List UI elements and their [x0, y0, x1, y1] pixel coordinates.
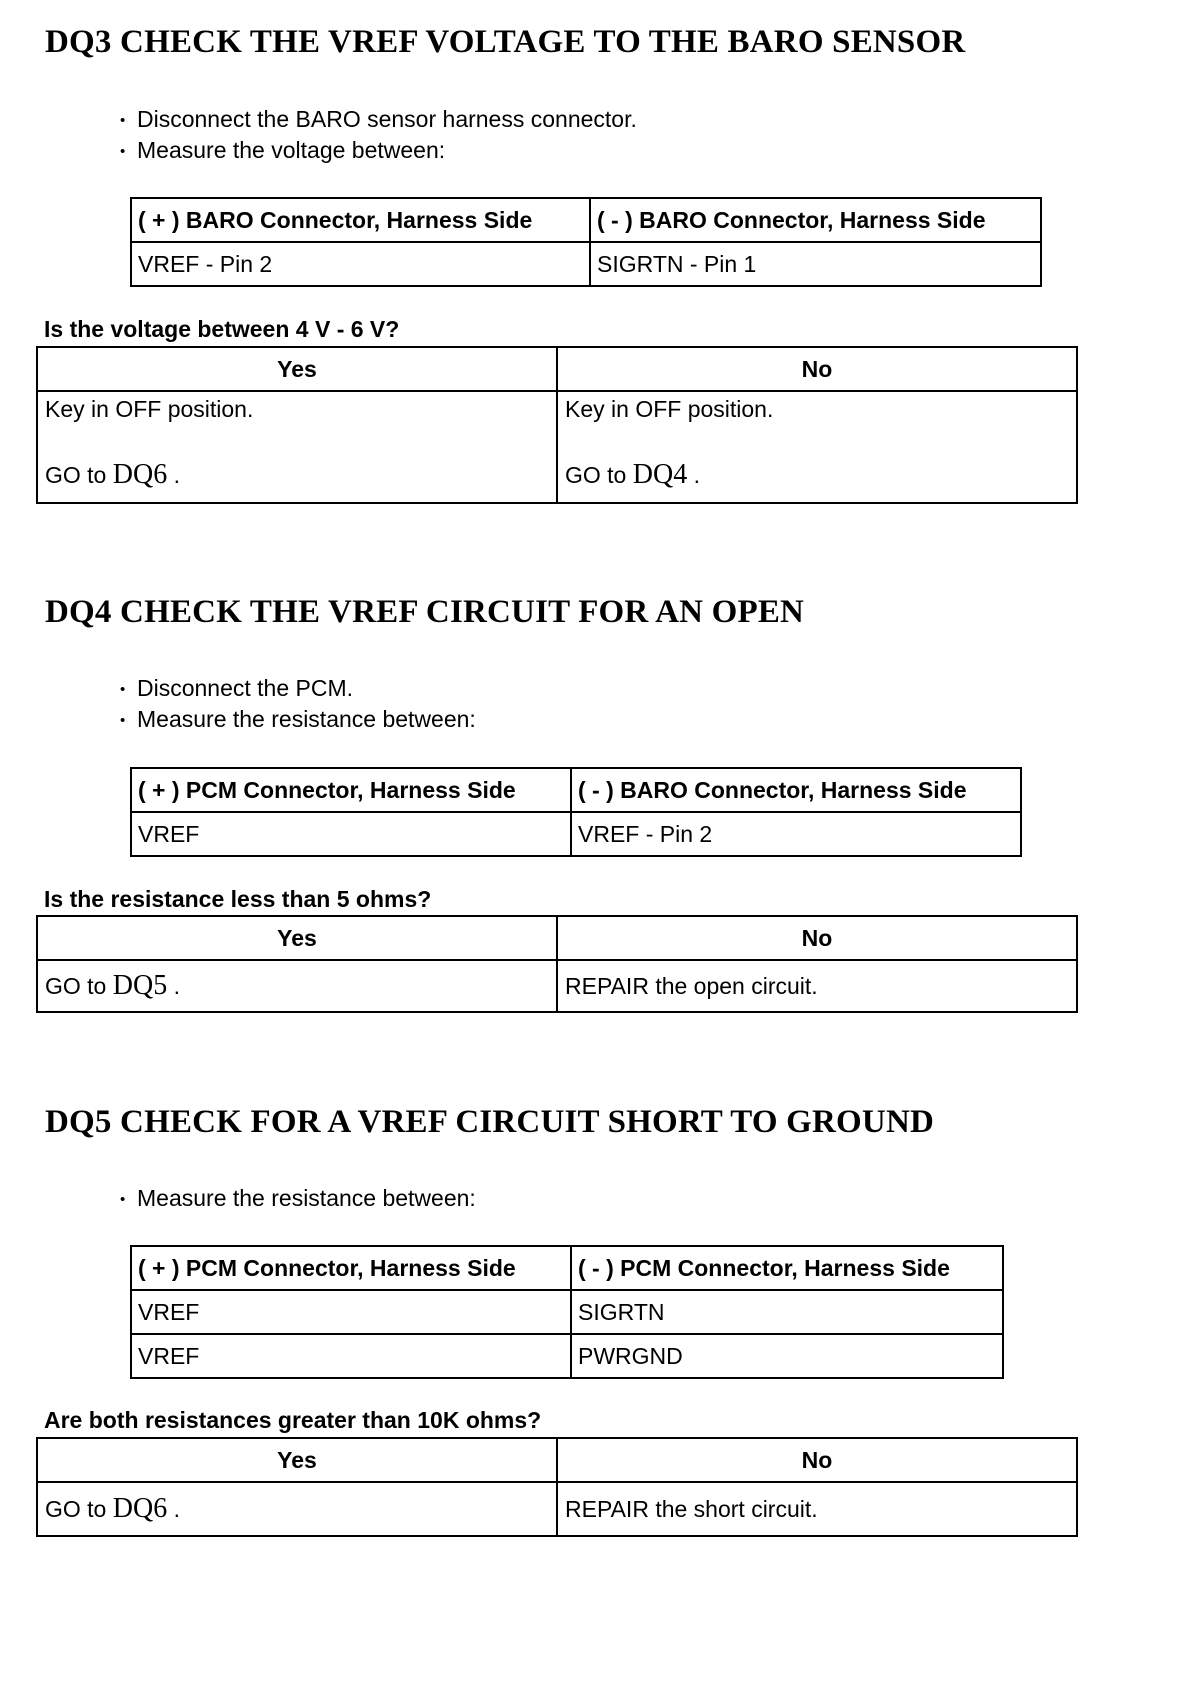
- negative-lead-cell: SIGRTN - Pin 1: [590, 242, 1041, 286]
- negative-lead-cell: SIGRTN: [571, 1290, 1003, 1334]
- dq3-question: Is the voltage between 4 V - 6 V?: [44, 316, 400, 342]
- yes-go-to[interactable]: GO to DQ6 .: [45, 1493, 180, 1524]
- table-row: [131, 1290, 1003, 1334]
- table-header-row: [131, 198, 1041, 242]
- no-action-cell: REPAIR the open circuit.: [557, 960, 1077, 1012]
- negative-lead-header: ( - ) BARO Connector, Harness Side: [571, 768, 1021, 812]
- dq3-step: • Disconnect the BARO sensor harness connector.: [120, 104, 637, 135]
- table-row: [131, 812, 1021, 856]
- dq3-measurement-table: [130, 197, 1042, 287]
- no-header: No: [557, 347, 1077, 391]
- dq4-step: • Disconnect the PCM.: [120, 673, 476, 704]
- table-row: [131, 1334, 1003, 1378]
- no-step-text: Key in OFF position.: [565, 396, 774, 422]
- positive-lead-header: ( + ) BARO Connector, Harness Side: [131, 198, 590, 242]
- table-header-row: [37, 916, 1077, 960]
- positive-lead-cell: VREF: [131, 1334, 571, 1378]
- no-action-cell: REPAIR the short circuit.: [557, 1482, 1077, 1536]
- negative-lead-header: ( - ) BARO Connector, Harness Side: [590, 198, 1041, 242]
- table-row: [37, 960, 1077, 1012]
- dq5-step: • Measure the resistance between:: [120, 1183, 476, 1214]
- dq5-question: Are both resistances greater than 10K ohms?: [44, 1407, 542, 1433]
- yes-header: Yes: [37, 916, 557, 960]
- go-to-label: GO to: [45, 1496, 107, 1522]
- dq6-link[interactable]: DQ6: [112, 459, 168, 490]
- dq3-title: DQ3 CHECK THE VREF VOLTAGE TO THE BARO SENSOR: [45, 24, 966, 60]
- positive-lead-header: ( + ) PCM Connector, Harness Side: [131, 768, 571, 812]
- dq3-answer-table: [36, 346, 1078, 504]
- table-header-row: [37, 347, 1077, 391]
- negative-lead-cell: VREF - Pin 2: [571, 812, 1021, 856]
- table-row: [37, 1482, 1077, 1536]
- dq4-question: Is the resistance less than 5 ohms?: [44, 886, 432, 912]
- positive-lead-header: ( + ) PCM Connector, Harness Side: [131, 1246, 571, 1290]
- dq3-steps: [120, 104, 637, 166]
- yes-action-cell: [37, 391, 557, 503]
- dq6-link[interactable]: DQ6: [112, 1493, 168, 1524]
- dq5-title: DQ5 CHECK FOR A VREF CIRCUIT SHORT TO GROUND: [45, 1104, 935, 1140]
- yes-action-cell: [37, 960, 557, 1012]
- yes-action-cell: [37, 1482, 557, 1536]
- dq5-measurement-table: [130, 1245, 1004, 1379]
- dq4-answer-table: [36, 915, 1078, 1013]
- table-row: [131, 242, 1041, 286]
- dq4-steps: [120, 673, 476, 735]
- negative-lead-cell: PWRGND: [571, 1334, 1003, 1378]
- yes-header: Yes: [37, 347, 557, 391]
- table-header-row: [131, 768, 1021, 812]
- go-to-label: GO to: [45, 462, 107, 488]
- yes-step-text: Key in OFF position.: [45, 396, 254, 422]
- dq4-link[interactable]: DQ4: [632, 459, 688, 490]
- dq4-step: • Measure the resistance between:: [120, 704, 476, 735]
- dq3-step: • Measure the voltage between:: [120, 135, 637, 166]
- dq4-title: DQ4 CHECK THE VREF CIRCUIT FOR AN OPEN: [45, 594, 805, 630]
- no-header: No: [557, 916, 1077, 960]
- positive-lead-cell: VREF: [131, 812, 571, 856]
- positive-lead-cell: VREF: [131, 1290, 571, 1334]
- no-go-to[interactable]: GO to DQ4 .: [565, 459, 700, 490]
- yes-go-to[interactable]: GO to DQ6 .: [45, 459, 180, 490]
- no-action-cell: [557, 391, 1077, 503]
- go-to-label: GO to: [565, 462, 627, 488]
- yes-header: Yes: [37, 1438, 557, 1482]
- dq4-measurement-table: [130, 767, 1022, 857]
- yes-go-to[interactable]: GO to DQ5 .: [45, 970, 180, 1001]
- table-header-row: [37, 1438, 1077, 1482]
- dq5-link[interactable]: DQ5: [112, 970, 168, 1001]
- table-row: [37, 391, 1077, 503]
- go-to-label: GO to: [45, 973, 107, 999]
- positive-lead-cell: VREF - Pin 2: [131, 242, 590, 286]
- negative-lead-header: ( - ) PCM Connector, Harness Side: [571, 1246, 1003, 1290]
- no-header: No: [557, 1438, 1077, 1482]
- table-header-row: [131, 1246, 1003, 1290]
- dq5-steps: [120, 1183, 476, 1214]
- dq5-answer-table: [36, 1437, 1078, 1537]
